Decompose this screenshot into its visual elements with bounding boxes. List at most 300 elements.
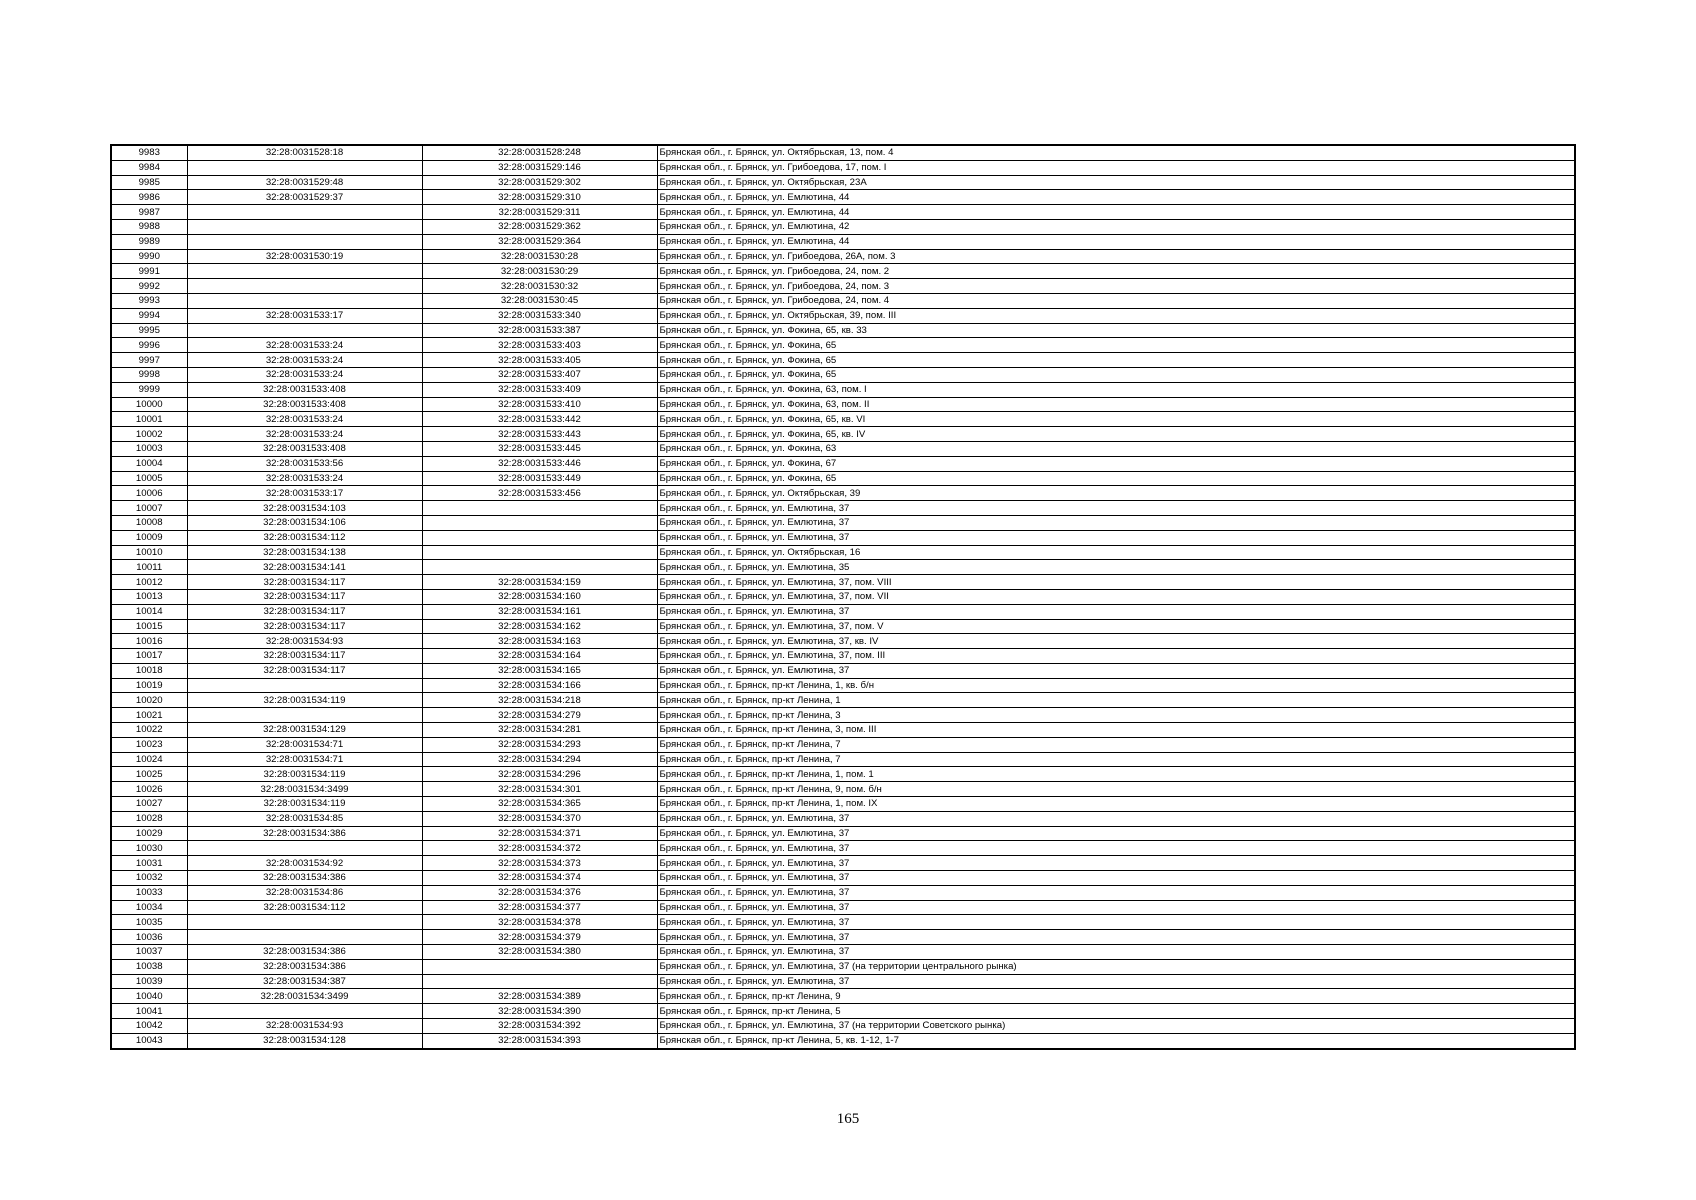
quarter-number-cell: 32:28:0031529:48 <box>187 175 422 190</box>
quarter-number-cell: 32:28:0031534:106 <box>187 515 422 530</box>
quarter-number-cell: 32:28:0031534:3499 <box>187 989 422 1004</box>
object-number-cell: 32:28:0031534:380 <box>422 945 657 960</box>
row-number-cell: 10030 <box>111 841 187 856</box>
quarter-number-cell <box>187 279 422 294</box>
address-cell: Брянская обл., г. Брянск, ул. Фокина, 65, кв. 33 <box>657 323 1575 338</box>
row-number-cell: 10042 <box>111 1019 187 1034</box>
table-row <box>111 441 1575 456</box>
object-number-cell: 32:28:0031534:374 <box>422 871 657 886</box>
object-number-cell: 32:28:0031529:310 <box>422 190 657 205</box>
row-number-cell: 9987 <box>111 205 187 220</box>
address-cell: Брянская обл., г. Брянск, пр-кт Ленина, 9 <box>657 989 1575 1004</box>
quarter-number-cell: 32:28:0031534:129 <box>187 723 422 738</box>
row-number-cell: 10016 <box>111 634 187 649</box>
address-cell: Брянская обл., г. Брянск, ул. Емлютина, 44 <box>657 190 1575 205</box>
table-row <box>111 723 1575 738</box>
row-number-cell: 10008 <box>111 515 187 530</box>
table-row <box>111 841 1575 856</box>
table-row <box>111 308 1575 323</box>
row-number-cell: 9986 <box>111 190 187 205</box>
page-number: 165 <box>836 1111 860 1127</box>
row-number-cell: 10038 <box>111 959 187 974</box>
object-number-cell: 32:28:0031534:372 <box>422 841 657 856</box>
table-row <box>111 234 1575 249</box>
table-row <box>111 900 1575 915</box>
row-number-cell: 10024 <box>111 752 187 767</box>
quarter-number-cell: 32:28:0031534:103 <box>187 501 422 516</box>
row-number-cell: 10004 <box>111 456 187 471</box>
address-cell: Брянская обл., г. Брянск, ул. Фокина, 63, пом. I <box>657 382 1575 397</box>
object-number-cell: 32:28:0031529:364 <box>422 234 657 249</box>
table-row <box>111 427 1575 442</box>
object-number-cell: 32:28:0031534:376 <box>422 885 657 900</box>
quarter-number-cell: 32:28:0031534:71 <box>187 752 422 767</box>
quarter-number-cell: 32:28:0031534:138 <box>187 545 422 560</box>
table-row <box>111 175 1575 190</box>
address-cell: Брянская обл., г. Брянск, ул. Емлютина, 37, кв. IV <box>657 634 1575 649</box>
row-number-cell: 10005 <box>111 471 187 486</box>
address-cell: Брянская обл., г. Брянск, ул. Емлютина, 37 <box>657 604 1575 619</box>
row-number-cell: 10006 <box>111 486 187 501</box>
quarter-number-cell <box>187 293 422 308</box>
address-cell: Брянская обл., г. Брянск, ул. Емлютина, 44 <box>657 205 1575 220</box>
object-number-cell: 32:28:0031533:446 <box>422 456 657 471</box>
table-row <box>111 353 1575 368</box>
address-cell: Брянская обл., г. Брянск, ул. Емлютина, 37 (на территории Советского рынка) <box>657 1019 1575 1034</box>
table-row <box>111 708 1575 723</box>
row-number-cell: 10031 <box>111 856 187 871</box>
table-row <box>111 737 1575 752</box>
object-number-cell: 32:28:0031534:294 <box>422 752 657 767</box>
table-row <box>111 471 1575 486</box>
object-number-cell: 32:28:0031534:293 <box>422 737 657 752</box>
row-number-cell: 9996 <box>111 338 187 353</box>
address-cell: Брянская обл., г. Брянск, ул. Емлютина, 37 <box>657 856 1575 871</box>
address-cell: Брянская обл., г. Брянск, ул. Емлютина, 37 <box>657 974 1575 989</box>
object-number-cell: 32:28:0031529:302 <box>422 175 657 190</box>
row-number-cell: 10011 <box>111 560 187 575</box>
quarter-number-cell: 32:28:0031534:86 <box>187 885 422 900</box>
row-number-cell: 10028 <box>111 811 187 826</box>
object-number-cell: 32:28:0031534:378 <box>422 915 657 930</box>
object-number-cell: 32:28:0031529:146 <box>422 160 657 175</box>
object-number-cell: 32:28:0031533:410 <box>422 397 657 412</box>
table-row <box>111 367 1575 382</box>
row-number-cell: 10012 <box>111 575 187 590</box>
quarter-number-cell <box>187 915 422 930</box>
row-number-cell: 9985 <box>111 175 187 190</box>
object-number-cell: 32:28:0031534:164 <box>422 649 657 664</box>
registry-table <box>110 144 1576 1050</box>
object-number-cell: 32:28:0031534:296 <box>422 767 657 782</box>
object-number-cell: 32:28:0031534:165 <box>422 663 657 678</box>
address-cell: Брянская обл., г. Брянск, ул. Грибоедова, 17, пом. I <box>657 160 1575 175</box>
row-number-cell: 10026 <box>111 782 187 797</box>
object-number-cell <box>422 959 657 974</box>
quarter-number-cell: 32:28:0031533:408 <box>187 382 422 397</box>
object-number-cell: 32:28:0031534:389 <box>422 989 657 1004</box>
row-number-cell: 9984 <box>111 160 187 175</box>
row-number-cell: 10021 <box>111 708 187 723</box>
table-row <box>111 930 1575 945</box>
address-cell: Брянская обл., г. Брянск, ул. Емлютина, 37 <box>657 930 1575 945</box>
address-cell: Брянская обл., г. Брянск, ул. Октябрьская, 39 <box>657 486 1575 501</box>
quarter-number-cell: 32:28:0031534:71 <box>187 737 422 752</box>
object-number-cell: 32:28:0031533:456 <box>422 486 657 501</box>
row-number-cell: 9993 <box>111 293 187 308</box>
table-row <box>111 826 1575 841</box>
row-number-cell: 9988 <box>111 219 187 234</box>
table-row <box>111 1004 1575 1019</box>
quarter-number-cell: 32:28:0031534:92 <box>187 856 422 871</box>
table-row <box>111 279 1575 294</box>
table-row <box>111 456 1575 471</box>
object-number-cell: 32:28:0031534:377 <box>422 900 657 915</box>
table-row <box>111 604 1575 619</box>
row-number-cell: 9990 <box>111 249 187 264</box>
address-cell: Брянская обл., г. Брянск, пр-кт Ленина, 7 <box>657 737 1575 752</box>
object-number-cell: 32:28:0031533:449 <box>422 471 657 486</box>
row-number-cell: 9991 <box>111 264 187 279</box>
table-row <box>111 160 1575 175</box>
object-number-cell <box>422 530 657 545</box>
quarter-number-cell <box>187 841 422 856</box>
quarter-number-cell: 32:28:0031533:17 <box>187 308 422 323</box>
row-number-cell: 10003 <box>111 441 187 456</box>
table-row <box>111 205 1575 220</box>
quarter-number-cell: 32:28:0031534:117 <box>187 663 422 678</box>
quarter-number-cell: 32:28:0031534:117 <box>187 604 422 619</box>
quarter-number-cell: 32:28:0031534:119 <box>187 693 422 708</box>
quarter-number-cell <box>187 323 422 338</box>
address-cell: Брянская обл., г. Брянск, ул. Емлютина, 37 <box>657 945 1575 960</box>
quarter-number-cell: 32:28:0031533:56 <box>187 456 422 471</box>
object-number-cell: 32:28:0031533:407 <box>422 367 657 382</box>
address-cell: Брянская обл., г. Брянск, ул. Фокина, 67 <box>657 456 1575 471</box>
table-row <box>111 678 1575 693</box>
quarter-number-cell <box>187 264 422 279</box>
address-cell: Брянская обл., г. Брянск, ул. Емлютина, 35 <box>657 560 1575 575</box>
object-number-cell: 32:28:0031530:32 <box>422 279 657 294</box>
object-number-cell: 32:28:0031533:442 <box>422 412 657 427</box>
address-cell: Брянская обл., г. Брянск, ул. Емлютина, 42 <box>657 219 1575 234</box>
row-number-cell: 10035 <box>111 915 187 930</box>
row-number-cell: 10032 <box>111 871 187 886</box>
row-number-cell: 9994 <box>111 308 187 323</box>
table-row <box>111 649 1575 664</box>
object-number-cell: 32:28:0031533:405 <box>422 353 657 368</box>
row-number-cell: 10014 <box>111 604 187 619</box>
table-row <box>111 412 1575 427</box>
table-row <box>111 856 1575 871</box>
table-row <box>111 959 1575 974</box>
quarter-number-cell <box>187 678 422 693</box>
table-row <box>111 219 1575 234</box>
object-number-cell: 32:28:0031534:371 <box>422 826 657 841</box>
table-row <box>111 589 1575 604</box>
address-cell: Брянская обл., г. Брянск, пр-кт Ленина, 5, кв. 1-12, 1-7 <box>657 1033 1575 1048</box>
object-number-cell: 32:28:0031534:218 <box>422 693 657 708</box>
quarter-number-cell: 32:28:0031533:24 <box>187 412 422 427</box>
row-number-cell: 10009 <box>111 530 187 545</box>
address-cell: Брянская обл., г. Брянск, ул. Фокина, 63, пом. II <box>657 397 1575 412</box>
address-cell: Брянская обл., г. Брянск, ул. Фокина, 65 <box>657 338 1575 353</box>
address-cell: Брянская обл., г. Брянск, ул. Емлютина, 37 <box>657 663 1575 678</box>
quarter-number-cell: 32:28:0031529:37 <box>187 190 422 205</box>
row-number-cell: 9995 <box>111 323 187 338</box>
quarter-number-cell: 32:28:0031530:19 <box>187 249 422 264</box>
object-number-cell: 32:28:0031534:365 <box>422 797 657 812</box>
object-number-cell: 32:28:0031534:373 <box>422 856 657 871</box>
quarter-number-cell: 32:28:0031534:387 <box>187 974 422 989</box>
table-row <box>111 501 1575 516</box>
table-row <box>111 871 1575 886</box>
object-number-cell: 32:28:0031534:379 <box>422 930 657 945</box>
row-number-cell: 10001 <box>111 412 187 427</box>
address-cell: Брянская обл., г. Брянск, ул. Емлютина, 37 <box>657 885 1575 900</box>
address-cell: Брянская обл., г. Брянск, ул. Емлютина, 37, пом. VIII <box>657 575 1575 590</box>
quarter-number-cell <box>187 1004 422 1019</box>
address-cell: Брянская обл., г. Брянск, ул. Октябрьская, 39, пом. III <box>657 308 1575 323</box>
object-number-cell: 32:28:0031534:162 <box>422 619 657 634</box>
table-row <box>111 145 1575 160</box>
row-number-cell: 9992 <box>111 279 187 294</box>
address-cell: Брянская обл., г. Брянск, ул. Емлютина, 37 <box>657 826 1575 841</box>
quarter-number-cell: 32:28:0031533:24 <box>187 338 422 353</box>
row-number-cell: 10037 <box>111 945 187 960</box>
object-number-cell: 32:28:0031533:445 <box>422 441 657 456</box>
object-number-cell: 32:28:0031534:393 <box>422 1033 657 1048</box>
row-number-cell: 10027 <box>111 797 187 812</box>
row-number-cell: 10039 <box>111 974 187 989</box>
row-number-cell: 9999 <box>111 382 187 397</box>
table-row <box>111 663 1575 678</box>
address-cell: Брянская обл., г. Брянск, ул. Емлютина, 37 <box>657 871 1575 886</box>
table-row <box>111 486 1575 501</box>
quarter-number-cell: 32:28:0031534:117 <box>187 619 422 634</box>
table-row <box>111 634 1575 649</box>
table-row <box>111 619 1575 634</box>
quarter-number-cell: 32:28:0031534:85 <box>187 811 422 826</box>
row-number-cell: 10017 <box>111 649 187 664</box>
address-cell: Брянская обл., г. Брянск, ул. Емлютина, 37, пом. V <box>657 619 1575 634</box>
quarter-number-cell: 32:28:0031534:386 <box>187 826 422 841</box>
object-number-cell: 32:28:0031529:362 <box>422 219 657 234</box>
quarter-number-cell: 32:28:0031534:386 <box>187 871 422 886</box>
address-cell: Брянская обл., г. Брянск, ул. Фокина, 63 <box>657 441 1575 456</box>
row-number-cell: 10018 <box>111 663 187 678</box>
address-cell: Брянская обл., г. Брянск, ул. Емлютина, 37 (на территории центрального рынка) <box>657 959 1575 974</box>
object-number-cell: 32:28:0031534:370 <box>422 811 657 826</box>
address-cell: Брянская обл., г. Брянск, ул. Грибоедова, 26А, пом. 3 <box>657 249 1575 264</box>
quarter-number-cell: 32:28:0031533:24 <box>187 427 422 442</box>
quarter-number-cell: 32:28:0031534:112 <box>187 530 422 545</box>
address-cell: Брянская обл., г. Брянск, пр-кт Ленина, 1 <box>657 693 1575 708</box>
row-number-cell: 10023 <box>111 737 187 752</box>
quarter-number-cell <box>187 219 422 234</box>
row-number-cell: 10034 <box>111 900 187 915</box>
quarter-number-cell: 32:28:0031534:112 <box>187 900 422 915</box>
row-number-cell: 10029 <box>111 826 187 841</box>
table-row <box>111 915 1575 930</box>
object-number-cell: 32:28:0031534:390 <box>422 1004 657 1019</box>
address-cell: Брянская обл., г. Брянск, ул. Емлютина, 37, пом. III <box>657 649 1575 664</box>
quarter-number-cell: 32:28:0031533:24 <box>187 367 422 382</box>
address-cell: Брянская обл., г. Брянск, ул. Фокина, 65 <box>657 353 1575 368</box>
quarter-number-cell <box>187 205 422 220</box>
table-row <box>111 293 1575 308</box>
table-row <box>111 693 1575 708</box>
address-cell: Брянская обл., г. Брянск, ул. Емлютина, 37 <box>657 501 1575 516</box>
row-number-cell: 10015 <box>111 619 187 634</box>
address-cell: Брянская обл., г. Брянск, пр-кт Ленина, 3 <box>657 708 1575 723</box>
address-cell: Брянская обл., г. Брянск, ул. Емлютина, 37, пом. VII <box>657 589 1575 604</box>
object-number-cell: 32:28:0031534:160 <box>422 589 657 604</box>
address-cell: Брянская обл., г. Брянск, пр-кт Ленина, 7 <box>657 752 1575 767</box>
address-cell: Брянская обл., г. Брянск, ул. Фокина, 65, кв. VI <box>657 412 1575 427</box>
address-cell: Брянская обл., г. Брянск, ул. Емлютина, 44 <box>657 234 1575 249</box>
quarter-number-cell: 32:28:0031534:386 <box>187 959 422 974</box>
object-number-cell: 32:28:0031534:392 <box>422 1019 657 1034</box>
object-number-cell <box>422 501 657 516</box>
quarter-number-cell: 32:28:0031534:119 <box>187 767 422 782</box>
object-number-cell: 32:28:0031533:403 <box>422 338 657 353</box>
object-number-cell: 32:28:0031533:387 <box>422 323 657 338</box>
object-number-cell: 32:28:0031534:166 <box>422 678 657 693</box>
row-number-cell: 10033 <box>111 885 187 900</box>
object-number-cell: 32:28:0031528:248 <box>422 145 657 160</box>
address-cell: Брянская обл., г. Брянск, ул. Емлютина, 37 <box>657 915 1575 930</box>
address-cell: Брянская обл., г. Брянск, ул. Фокина, 65 <box>657 471 1575 486</box>
quarter-number-cell: 32:28:0031534:386 <box>187 945 422 960</box>
row-number-cell: 10010 <box>111 545 187 560</box>
address-cell: Брянская обл., г. Брянск, ул. Октябрьская, 13, пом. 4 <box>657 145 1575 160</box>
table-row <box>111 1033 1575 1048</box>
table-row <box>111 1019 1575 1034</box>
address-cell: Брянская обл., г. Брянск, ул. Грибоедова, 24, пом. 3 <box>657 279 1575 294</box>
table-row <box>111 515 1575 530</box>
object-number-cell: 32:28:0031533:409 <box>422 382 657 397</box>
table-row <box>111 811 1575 826</box>
quarter-number-cell: 32:28:0031533:17 <box>187 486 422 501</box>
table-row <box>111 338 1575 353</box>
row-number-cell: 9983 <box>111 145 187 160</box>
object-number-cell: 32:28:0031530:28 <box>422 249 657 264</box>
quarter-number-cell: 32:28:0031533:24 <box>187 471 422 486</box>
quarter-number-cell: 32:28:0031534:117 <box>187 589 422 604</box>
address-cell: Брянская обл., г. Брянск, ул. Емлютина, 37 <box>657 811 1575 826</box>
row-number-cell: 10022 <box>111 723 187 738</box>
address-cell: Брянская обл., г. Брянск, пр-кт Ленина, 1, пом. 1 <box>657 767 1575 782</box>
address-cell: Брянская обл., г. Брянск, пр-кт Ленина, 9, пом. б/н <box>657 782 1575 797</box>
table-row <box>111 249 1575 264</box>
object-number-cell: 32:28:0031533:443 <box>422 427 657 442</box>
object-number-cell: 32:28:0031534:281 <box>422 723 657 738</box>
address-cell: Брянская обл., г. Брянск, ул. Емлютина, 37 <box>657 530 1575 545</box>
table-row <box>111 323 1575 338</box>
row-number-cell: 9997 <box>111 353 187 368</box>
address-cell: Брянская обл., г. Брянск, ул. Грибоедова, 24, пом. 4 <box>657 293 1575 308</box>
table-row <box>111 767 1575 782</box>
address-cell: Брянская обл., г. Брянск, ул. Емлютина, 37 <box>657 515 1575 530</box>
table-row <box>111 752 1575 767</box>
quarter-number-cell: 32:28:0031534:128 <box>187 1033 422 1048</box>
row-number-cell: 10013 <box>111 589 187 604</box>
address-cell: Брянская обл., г. Брянск, ул. Емлютина, 37 <box>657 841 1575 856</box>
table-row <box>111 945 1575 960</box>
object-number-cell <box>422 974 657 989</box>
address-cell: Брянская обл., г. Брянск, пр-кт Ленина, 3, пом. III <box>657 723 1575 738</box>
row-number-cell: 9989 <box>111 234 187 249</box>
address-cell: Брянская обл., г. Брянск, ул. Грибоедова, 24, пом. 2 <box>657 264 1575 279</box>
quarter-number-cell: 32:28:0031534:93 <box>187 634 422 649</box>
row-number-cell: 10041 <box>111 1004 187 1019</box>
row-number-cell: 10000 <box>111 397 187 412</box>
row-number-cell: 10020 <box>111 693 187 708</box>
object-number-cell: 32:28:0031529:311 <box>422 205 657 220</box>
address-cell: Брянская обл., г. Брянск, пр-кт Ленина, 1, кв. б/н <box>657 678 1575 693</box>
table-row <box>111 545 1575 560</box>
object-number-cell <box>422 545 657 560</box>
address-cell: Брянская обл., г. Брянск, ул. Емлютина, 37 <box>657 900 1575 915</box>
quarter-number-cell: 32:28:0031533:408 <box>187 397 422 412</box>
quarter-number-cell <box>187 234 422 249</box>
row-number-cell: 10036 <box>111 930 187 945</box>
table-row <box>111 782 1575 797</box>
object-number-cell: 32:28:0031534:279 <box>422 708 657 723</box>
address-cell: Брянская обл., г. Брянск, ул. Фокина, 65 <box>657 367 1575 382</box>
object-number-cell <box>422 515 657 530</box>
registry-table-body <box>111 145 1575 1049</box>
object-number-cell: 32:28:0031534:161 <box>422 604 657 619</box>
row-number-cell: 9998 <box>111 367 187 382</box>
quarter-number-cell: 32:28:0031533:408 <box>187 441 422 456</box>
table-row <box>111 974 1575 989</box>
table-row <box>111 382 1575 397</box>
object-number-cell <box>422 560 657 575</box>
address-cell: Брянская обл., г. Брянск, ул. Фокина, 65, кв. IV <box>657 427 1575 442</box>
quarter-number-cell: 32:28:0031534:119 <box>187 797 422 812</box>
table-row <box>111 397 1575 412</box>
quarter-number-cell: 32:28:0031534:93 <box>187 1019 422 1034</box>
object-number-cell: 32:28:0031534:163 <box>422 634 657 649</box>
object-number-cell: 32:28:0031533:340 <box>422 308 657 323</box>
address-cell: Брянская обл., г. Брянск, пр-кт Ленина, 5 <box>657 1004 1575 1019</box>
quarter-number-cell <box>187 930 422 945</box>
row-number-cell: 10007 <box>111 501 187 516</box>
quarter-number-cell: 32:28:0031534:3499 <box>187 782 422 797</box>
table-row <box>111 989 1575 1004</box>
row-number-cell: 10025 <box>111 767 187 782</box>
table-row <box>111 530 1575 545</box>
quarter-number-cell: 32:28:0031534:141 <box>187 560 422 575</box>
object-number-cell: 32:28:0031534:159 <box>422 575 657 590</box>
quarter-number-cell: 32:28:0031534:117 <box>187 649 422 664</box>
quarter-number-cell: 32:28:0031533:24 <box>187 353 422 368</box>
table-row <box>111 560 1575 575</box>
table-row <box>111 190 1575 205</box>
row-number-cell: 10043 <box>111 1033 187 1048</box>
object-number-cell: 32:28:0031530:29 <box>422 264 657 279</box>
row-number-cell: 10019 <box>111 678 187 693</box>
quarter-number-cell: 32:28:0031528:18 <box>187 145 422 160</box>
address-cell: Брянская обл., г. Брянск, пр-кт Ленина, 1, пом. IX <box>657 797 1575 812</box>
quarter-number-cell <box>187 160 422 175</box>
table-row <box>111 264 1575 279</box>
row-number-cell: 10040 <box>111 989 187 1004</box>
table-row <box>111 797 1575 812</box>
object-number-cell: 32:28:0031530:45 <box>422 293 657 308</box>
